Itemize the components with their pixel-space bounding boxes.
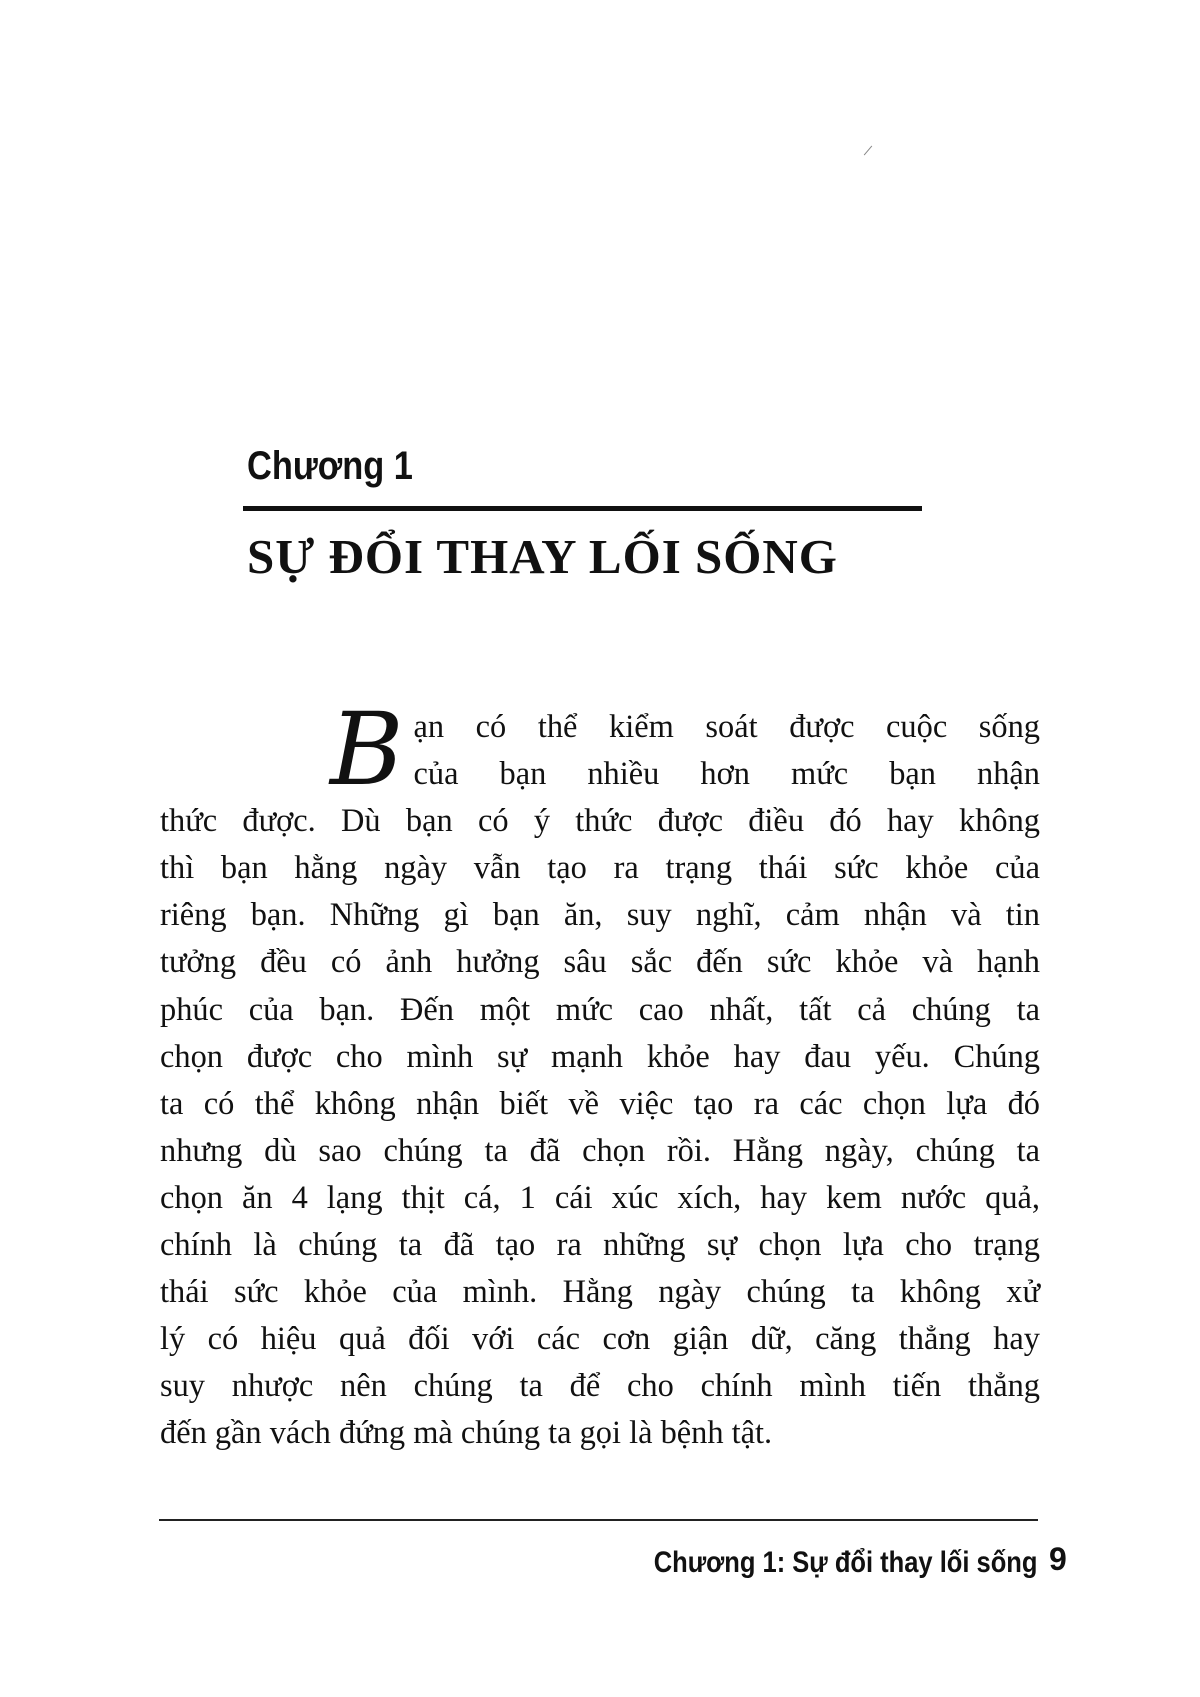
running-footer-title: Chương 1: Sự đổi thay lối sống: [653, 1546, 1037, 1579]
scan-mark: [864, 146, 872, 156]
chapter-title: SỰ ĐỔI THAY LỐI SỐNG: [247, 529, 838, 584]
page-number: 9: [1049, 1541, 1067, 1577]
chapter-label: Chương 1: [247, 444, 413, 488]
body-line: nhưng dù sao chúng ta đã chọn rồi. Hằng ngày, chúng ta: [160, 1132, 1040, 1169]
body-line: phúc của bạn. Đến một mức cao nhất, tất cả chúng ta: [160, 991, 1040, 1028]
body-line: tưởng đều có ảnh hưởng sâu sắc đến sức khỏe và hạnh: [160, 944, 1040, 981]
chapter-rule: [243, 506, 922, 511]
body-line: ạn có thể kiểm soát được cuộc sống: [413, 709, 1040, 745]
body-line: riêng bạn. Những gì bạn ăn, suy nghĩ, cảm nhận và tin: [160, 897, 1040, 934]
body-line: ta có thể không nhận biết về việc tạo ra các chọn lựa đó: [160, 1085, 1040, 1122]
body-line: thái sức khỏe của mình. Hằng ngày chúng ta không xử: [160, 1274, 1040, 1311]
body-line: chọn ăn 4 lạng thịt cá, 1 cái xúc xích, hay kem nước quả,: [160, 1179, 1040, 1216]
body-line: của bạn nhiều hơn mức bạn nhận: [413, 756, 1040, 793]
body-line: chính là chúng ta đã tạo ra những sự chọn lựa cho trạng: [160, 1227, 1040, 1264]
body-paragraph: [160, 691, 1040, 1458]
body-line: suy nhược nên chúng ta để cho chính mình tiến thẳng: [160, 1368, 1040, 1405]
drop-cap: B: [330, 691, 404, 808]
body-line: chọn được cho mình sự mạnh khỏe hay đau yếu. Chúng: [160, 1038, 1040, 1075]
body-line: thức được. Dù bạn có ý thức được điều đó hay không: [160, 803, 1040, 840]
body-line: đến gần vách đứng mà chúng ta gọi là bệnh tật.: [160, 1415, 773, 1452]
footer-rule: [159, 1519, 1038, 1521]
body-line: thì bạn hằng ngày vẫn tạo ra trạng thái sức khỏe của: [160, 850, 1040, 887]
body-line: lý có hiệu quả đối với các cơn giận dữ, căng thẳng hay: [160, 1321, 1040, 1358]
